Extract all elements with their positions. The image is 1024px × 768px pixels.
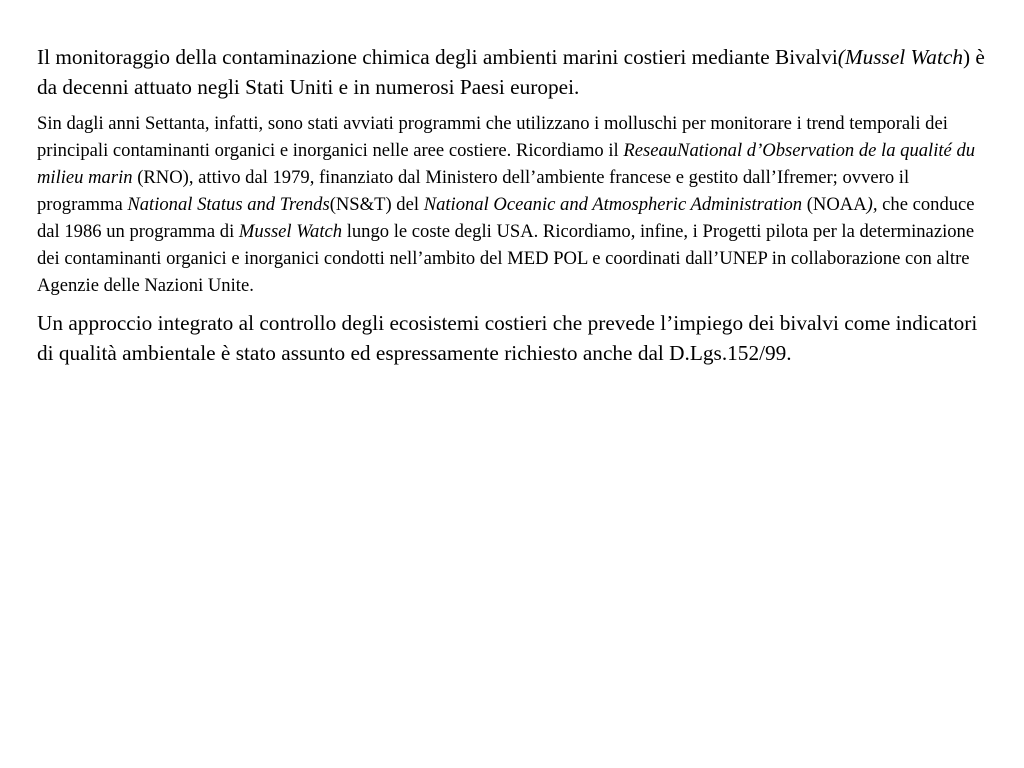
history-italic-noaa: National Oceanic and Atmospheric Administration [423, 194, 803, 215]
history-text-6: lungo le coste degli USA. Ricordiamo, infine, i Progetti pilota per la determinazione dei contaminanti organici e inorganici condotti nell’ambito del MED POL e coordinati dall’UNEP in collaborazione con altre Agenzie delle Nazioni Unite. [37, 221, 975, 296]
approach-text: Un approccio integrato al controllo degli ecosistemi costieri che prevede l’impiego dei bivalvi come indicatori di qualità ambientale è stato assunto ed espressamente richiesto anche dal D.Lgs.152/99. [37, 311, 978, 365]
paragraph-history [37, 110, 987, 299]
history-italic-paren: ), [866, 194, 878, 215]
history-text-2: (RNO), attivo dal 1979, finanziato dal Ministero dell’ambiente francese e gestito dall’Ifremer; ovvero il programma [37, 167, 910, 215]
history-italic-rno: ReseauNational d’Observation de la qualité du milieu marin [37, 140, 976, 188]
history-text-1: Sin dagli anni Settanta, infatti, sono stati avviati programmi che utilizzano i molluschi per monitorare i trend temporali dei principali contaminanti organici e inorganici nelle aree costiere. Ricordiamo il [37, 113, 948, 161]
paragraph-approach [37, 308, 987, 368]
intro-text-end: ) è da decenni attuato negli Stati Uniti e in numerosi Paesi europei. [37, 45, 985, 99]
history-italic-mussel-watch: Mussel Watch [238, 221, 343, 242]
slide-body [37, 42, 987, 368]
history-text-4: (NOAA [802, 194, 867, 215]
history-text-5: che conduce dal 1986 un programma di [37, 194, 975, 242]
history-text-3: (NS&T) del [329, 194, 424, 215]
paragraph-intro [37, 42, 987, 102]
history-italic-nst: National Status and Trends [127, 194, 330, 215]
intro-text: Il monitoraggio della contaminazione chimica degli ambienti marini costieri mediante Bivalvi [37, 45, 838, 69]
intro-italic-mussel-watch: (Mussel Watch [837, 45, 963, 69]
